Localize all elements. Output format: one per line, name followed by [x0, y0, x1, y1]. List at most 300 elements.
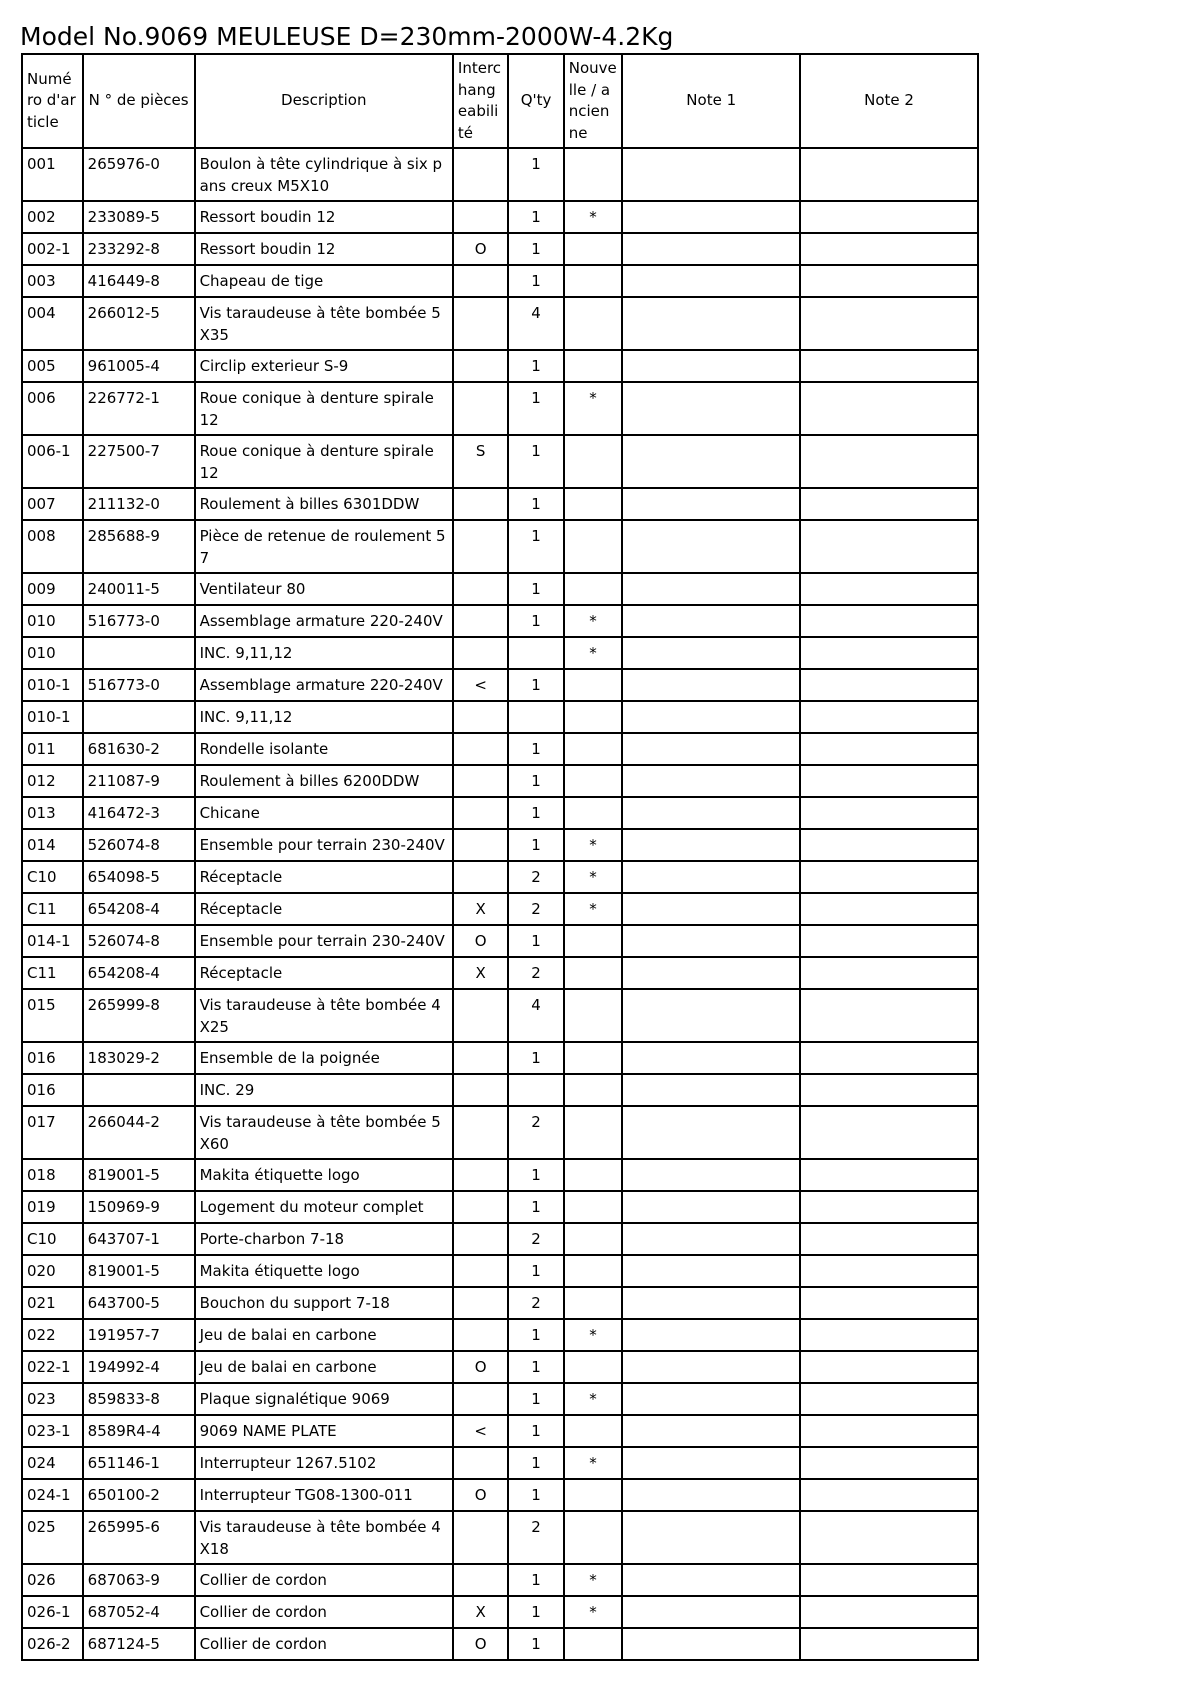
- interchangeability-cell: O: [453, 925, 508, 957]
- note-2-cell: [800, 265, 978, 297]
- table-row: [22, 829, 978, 861]
- note-1-cell: [622, 1191, 800, 1223]
- item-number-cell: 004: [22, 297, 83, 350]
- description-cell: Boulon à tête cylindrique à six pans creux M5X10: [195, 148, 453, 201]
- description-cell: Logement du moteur complet: [195, 1191, 453, 1223]
- note-2-cell: [800, 1287, 978, 1319]
- quantity-cell: 1: [508, 1159, 563, 1191]
- new-old-cell: [564, 1351, 623, 1383]
- part-number-cell: 650100-2: [83, 1479, 195, 1511]
- quantity-cell: 4: [508, 297, 563, 350]
- interchangeability-cell: [453, 605, 508, 637]
- interchangeability-cell: [453, 989, 508, 1042]
- note-2-cell: [800, 637, 978, 669]
- note-2-cell: [800, 1074, 978, 1106]
- new-old-cell: [564, 573, 623, 605]
- note-2-cell: [800, 488, 978, 520]
- new-old-cell: [564, 233, 623, 265]
- note-1-cell: [622, 201, 800, 233]
- part-number-cell: 859833-8: [83, 1383, 195, 1415]
- table-row: [22, 1074, 978, 1106]
- new-old-cell: [564, 1042, 623, 1074]
- note-2-cell: [800, 573, 978, 605]
- note-2-cell: [800, 1106, 978, 1159]
- quantity-cell: 1: [508, 1628, 563, 1660]
- note-1-cell: [622, 1511, 800, 1564]
- description-cell: Porte-charbon 7-18: [195, 1223, 453, 1255]
- note-2-cell: [800, 1383, 978, 1415]
- table-row: [22, 797, 978, 829]
- interchangeability-cell: [453, 829, 508, 861]
- new-old-cell: [564, 1223, 623, 1255]
- note-2-cell: [800, 957, 978, 989]
- part-number-cell: 285688-9: [83, 520, 195, 573]
- parts-table: [21, 53, 979, 1661]
- description-cell: Assemblage armature 220-240V: [195, 669, 453, 701]
- note-1-cell: [622, 1042, 800, 1074]
- interchangeability-cell: [453, 1511, 508, 1564]
- quantity-cell: 2: [508, 1106, 563, 1159]
- item-number-cell: 006: [22, 382, 83, 435]
- new-old-cell: [564, 1255, 623, 1287]
- note-2-cell: [800, 382, 978, 435]
- part-number-cell: 265976-0: [83, 148, 195, 201]
- quantity-cell: 1: [508, 1447, 563, 1479]
- item-number-cell: 008: [22, 520, 83, 573]
- new-old-cell: [564, 1628, 623, 1660]
- interchangeability-cell: [453, 350, 508, 382]
- quantity-cell: 1: [508, 265, 563, 297]
- table-row: [22, 1479, 978, 1511]
- interchangeability-cell: [453, 701, 508, 733]
- header-item-number: Numéro d'article: [22, 54, 83, 148]
- note-1-cell: [622, 265, 800, 297]
- part-number-cell: 266012-5: [83, 297, 195, 350]
- item-number-cell: 010-1: [22, 701, 83, 733]
- interchangeability-cell: [453, 148, 508, 201]
- table-row: [22, 435, 978, 488]
- table-row: [22, 488, 978, 520]
- new-old-cell: *: [564, 1564, 623, 1596]
- note-2-cell: [800, 1511, 978, 1564]
- part-number-cell: 961005-4: [83, 350, 195, 382]
- interchangeability-cell: <: [453, 669, 508, 701]
- quantity-cell: 1: [508, 1319, 563, 1351]
- new-old-cell: [564, 989, 623, 1042]
- part-number-cell: 819001-5: [83, 1255, 195, 1287]
- header-row: [22, 54, 978, 148]
- note-1-cell: [622, 605, 800, 637]
- new-old-cell: [564, 733, 623, 765]
- item-number-cell: 005: [22, 350, 83, 382]
- description-cell: Roue conique à denture spirale 12: [195, 435, 453, 488]
- quantity-cell: 2: [508, 1287, 563, 1319]
- table-row: [22, 520, 978, 573]
- note-1-cell: [622, 669, 800, 701]
- item-number-cell: 010: [22, 605, 83, 637]
- description-cell: Ensemble pour terrain 230-240V: [195, 925, 453, 957]
- interchangeability-cell: [453, 1159, 508, 1191]
- note-2-cell: [800, 669, 978, 701]
- quantity-cell: 2: [508, 957, 563, 989]
- description-cell: Rondelle isolante: [195, 733, 453, 765]
- interchangeability-cell: [453, 1042, 508, 1074]
- description-cell: Vis taraudeuse à tête bombée 5X35: [195, 297, 453, 350]
- quantity-cell: [508, 637, 563, 669]
- table-row: [22, 957, 978, 989]
- quantity-cell: 1: [508, 1479, 563, 1511]
- note-2-cell: [800, 233, 978, 265]
- new-old-cell: [564, 297, 623, 350]
- item-number-cell: 024-1: [22, 1479, 83, 1511]
- new-old-cell: *: [564, 1383, 623, 1415]
- interchangeability-cell: [453, 1287, 508, 1319]
- table-row: [22, 637, 978, 669]
- description-cell: Bouchon du support 7-18: [195, 1287, 453, 1319]
- part-number-cell: [83, 637, 195, 669]
- description-cell: Ensemble pour terrain 230-240V: [195, 829, 453, 861]
- new-old-cell: [564, 1191, 623, 1223]
- quantity-cell: 1: [508, 669, 563, 701]
- description-cell: Circlip exterieur S-9: [195, 350, 453, 382]
- new-old-cell: [564, 765, 623, 797]
- header-note-1: Note 1: [622, 54, 800, 148]
- note-2-cell: [800, 893, 978, 925]
- note-1-cell: [622, 893, 800, 925]
- quantity-cell: 1: [508, 201, 563, 233]
- note-2-cell: [800, 1351, 978, 1383]
- new-old-cell: *: [564, 201, 623, 233]
- description-cell: Pièce de retenue de roulement 57: [195, 520, 453, 573]
- table-row: [22, 1287, 978, 1319]
- item-number-cell: 026-1: [22, 1596, 83, 1628]
- part-number-cell: 233292-8: [83, 233, 195, 265]
- part-number-cell: 654208-4: [83, 957, 195, 989]
- new-old-cell: [564, 520, 623, 573]
- new-old-cell: *: [564, 893, 623, 925]
- quantity-cell: 1: [508, 148, 563, 201]
- table-row: [22, 1383, 978, 1415]
- interchangeability-cell: [453, 1106, 508, 1159]
- part-number-cell: 681630-2: [83, 733, 195, 765]
- table-row: [22, 1628, 978, 1660]
- note-2-cell: [800, 861, 978, 893]
- interchangeability-cell: [453, 573, 508, 605]
- interchangeability-cell: [453, 1383, 508, 1415]
- quantity-cell: 1: [508, 233, 563, 265]
- new-old-cell: [564, 1074, 623, 1106]
- item-number-cell: 010: [22, 637, 83, 669]
- new-old-cell: [564, 1287, 623, 1319]
- part-number-cell: 233089-5: [83, 201, 195, 233]
- quantity-cell: 1: [508, 1596, 563, 1628]
- description-cell: Collier de cordon: [195, 1564, 453, 1596]
- description-cell: Roue conique à denture spirale 12: [195, 382, 453, 435]
- quantity-cell: 1: [508, 1564, 563, 1596]
- page-title: Model No.9069 MEULEUSE D=230mm-2000W-4.2Kg: [20, 22, 674, 51]
- new-old-cell: [564, 1415, 623, 1447]
- item-number-cell: 021: [22, 1287, 83, 1319]
- interchangeability-cell: [453, 201, 508, 233]
- new-old-cell: [564, 1479, 623, 1511]
- note-1-cell: [622, 350, 800, 382]
- description-cell: Jeu de balai en carbone: [195, 1319, 453, 1351]
- description-cell: Assemblage armature 220-240V: [195, 605, 453, 637]
- part-number-cell: 265995-6: [83, 1511, 195, 1564]
- header-interchangeability: Interchangeabilité: [453, 54, 508, 148]
- table-row: [22, 1351, 978, 1383]
- item-number-cell: 024: [22, 1447, 83, 1479]
- note-1-cell: [622, 1159, 800, 1191]
- note-2-cell: [800, 1191, 978, 1223]
- new-old-cell: [564, 1511, 623, 1564]
- part-number-cell: 687063-9: [83, 1564, 195, 1596]
- table-row: [22, 233, 978, 265]
- note-2-cell: [800, 1319, 978, 1351]
- item-number-cell: 016: [22, 1042, 83, 1074]
- interchangeability-cell: X: [453, 1596, 508, 1628]
- table-row: [22, 1511, 978, 1564]
- item-number-cell: 026-2: [22, 1628, 83, 1660]
- header-description: Description: [195, 54, 453, 148]
- note-1-cell: [622, 435, 800, 488]
- description-cell: Ensemble de la poignée: [195, 1042, 453, 1074]
- part-number-cell: 265999-8: [83, 989, 195, 1042]
- note-2-cell: [800, 829, 978, 861]
- interchangeability-cell: [453, 382, 508, 435]
- new-old-cell: [564, 1106, 623, 1159]
- new-old-cell: *: [564, 637, 623, 669]
- description-cell: Makita étiquette logo: [195, 1159, 453, 1191]
- description-cell: Roulement à billes 6200DDW: [195, 765, 453, 797]
- new-old-cell: [564, 925, 623, 957]
- table-row: [22, 733, 978, 765]
- note-2-cell: [800, 1596, 978, 1628]
- item-number-cell: C10: [22, 861, 83, 893]
- note-2-cell: [800, 989, 978, 1042]
- table-row: [22, 573, 978, 605]
- item-number-cell: 010-1: [22, 669, 83, 701]
- note-1-cell: [622, 1074, 800, 1106]
- item-number-cell: 018: [22, 1159, 83, 1191]
- interchangeability-cell: [453, 1319, 508, 1351]
- quantity-cell: 1: [508, 488, 563, 520]
- table-row: [22, 893, 978, 925]
- note-2-cell: [800, 1447, 978, 1479]
- description-cell: Roulement à billes 6301DDW: [195, 488, 453, 520]
- new-old-cell: *: [564, 605, 623, 637]
- item-number-cell: 014-1: [22, 925, 83, 957]
- interchangeability-cell: [453, 520, 508, 573]
- quantity-cell: 1: [508, 1383, 563, 1415]
- new-old-cell: *: [564, 1319, 623, 1351]
- part-number-cell: 654208-4: [83, 893, 195, 925]
- interchangeability-cell: [453, 1564, 508, 1596]
- note-2-cell: [800, 148, 978, 201]
- note-2-cell: [800, 201, 978, 233]
- note-1-cell: [622, 297, 800, 350]
- item-number-cell: 026: [22, 1564, 83, 1596]
- description-cell: Vis taraudeuse à tête bombée 4X25: [195, 989, 453, 1042]
- interchangeability-cell: [453, 1255, 508, 1287]
- part-number-cell: 516773-0: [83, 669, 195, 701]
- part-number-cell: 416472-3: [83, 797, 195, 829]
- interchangeability-cell: X: [453, 957, 508, 989]
- quantity-cell: 1: [508, 829, 563, 861]
- note-2-cell: [800, 701, 978, 733]
- description-cell: Plaque signalétique 9069: [195, 1383, 453, 1415]
- item-number-cell: 013: [22, 797, 83, 829]
- item-number-cell: 011: [22, 733, 83, 765]
- table-row: [22, 989, 978, 1042]
- note-1-cell: [622, 733, 800, 765]
- quantity-cell: 1: [508, 765, 563, 797]
- note-1-cell: [622, 1351, 800, 1383]
- table-row: [22, 1447, 978, 1479]
- new-old-cell: *: [564, 861, 623, 893]
- note-2-cell: [800, 605, 978, 637]
- note-1-cell: [622, 1106, 800, 1159]
- interchangeability-cell: [453, 297, 508, 350]
- part-number-cell: 240011-5: [83, 573, 195, 605]
- quantity-cell: [508, 1074, 563, 1106]
- item-number-cell: 025: [22, 1511, 83, 1564]
- note-1-cell: [622, 861, 800, 893]
- table-row: [22, 1159, 978, 1191]
- item-number-cell: 022-1: [22, 1351, 83, 1383]
- part-number-cell: 526074-8: [83, 925, 195, 957]
- note-1-cell: [622, 1479, 800, 1511]
- description-cell: Ressort boudin 12: [195, 201, 453, 233]
- new-old-cell: *: [564, 1447, 623, 1479]
- item-number-cell: 002: [22, 201, 83, 233]
- quantity-cell: 2: [508, 893, 563, 925]
- quantity-cell: 1: [508, 733, 563, 765]
- table-row: [22, 297, 978, 350]
- header-quantity: Q'ty: [508, 54, 563, 148]
- note-1-cell: [622, 382, 800, 435]
- description-cell: Collier de cordon: [195, 1628, 453, 1660]
- table-row: [22, 1596, 978, 1628]
- table-row: [22, 382, 978, 435]
- part-number-cell: 211087-9: [83, 765, 195, 797]
- quantity-cell: 1: [508, 925, 563, 957]
- table-row: [22, 925, 978, 957]
- description-cell: Jeu de balai en carbone: [195, 1351, 453, 1383]
- table-row: [22, 265, 978, 297]
- parts-table-body: [22, 148, 978, 1660]
- item-number-cell: 003: [22, 265, 83, 297]
- quantity-cell: 1: [508, 797, 563, 829]
- quantity-cell: 2: [508, 1223, 563, 1255]
- interchangeability-cell: O: [453, 1351, 508, 1383]
- part-number-cell: [83, 701, 195, 733]
- note-1-cell: [622, 1447, 800, 1479]
- interchangeability-cell: [453, 1223, 508, 1255]
- new-old-cell: [564, 957, 623, 989]
- note-2-cell: [800, 1564, 978, 1596]
- description-cell: INC. 29: [195, 1074, 453, 1106]
- table-row: [22, 350, 978, 382]
- description-cell: INC. 9,11,12: [195, 701, 453, 733]
- description-cell: Vis taraudeuse à tête bombée 4X18: [195, 1511, 453, 1564]
- header-new-old: Nouvelle / ancienne: [564, 54, 623, 148]
- interchangeability-cell: [453, 1447, 508, 1479]
- note-2-cell: [800, 1415, 978, 1447]
- quantity-cell: 1: [508, 605, 563, 637]
- interchangeability-cell: S: [453, 435, 508, 488]
- part-number-cell: 516773-0: [83, 605, 195, 637]
- interchangeability-cell: [453, 861, 508, 893]
- part-number-cell: 211132-0: [83, 488, 195, 520]
- description-cell: Collier de cordon: [195, 1596, 453, 1628]
- interchangeability-cell: [453, 637, 508, 669]
- item-number-cell: 001: [22, 148, 83, 201]
- interchangeability-cell: O: [453, 1479, 508, 1511]
- note-1-cell: [622, 520, 800, 573]
- interchangeability-cell: [453, 765, 508, 797]
- description-cell: Ressort boudin 12: [195, 233, 453, 265]
- item-number-cell: 023: [22, 1383, 83, 1415]
- new-old-cell: [564, 350, 623, 382]
- new-old-cell: [564, 488, 623, 520]
- quantity-cell: 1: [508, 435, 563, 488]
- header-note-2: Note 2: [800, 54, 978, 148]
- note-1-cell: [622, 829, 800, 861]
- note-1-cell: [622, 765, 800, 797]
- new-old-cell: *: [564, 1596, 623, 1628]
- part-number-cell: 643707-1: [83, 1223, 195, 1255]
- quantity-cell: 1: [508, 1351, 563, 1383]
- item-number-cell: 023-1: [22, 1415, 83, 1447]
- table-row: [22, 148, 978, 201]
- item-number-cell: 012: [22, 765, 83, 797]
- note-1-cell: [622, 1383, 800, 1415]
- note-1-cell: [622, 797, 800, 829]
- quantity-cell: 1: [508, 382, 563, 435]
- note-1-cell: [622, 1319, 800, 1351]
- quantity-cell: 4: [508, 989, 563, 1042]
- interchangeability-cell: [453, 488, 508, 520]
- new-old-cell: [564, 701, 623, 733]
- item-number-cell: 020: [22, 1255, 83, 1287]
- quantity-cell: 1: [508, 1042, 563, 1074]
- item-number-cell: 017: [22, 1106, 83, 1159]
- part-number-cell: [83, 1074, 195, 1106]
- description-cell: Interrupteur 1267.5102: [195, 1447, 453, 1479]
- note-2-cell: [800, 350, 978, 382]
- quantity-cell: 1: [508, 1415, 563, 1447]
- description-cell: Chicane: [195, 797, 453, 829]
- interchangeability-cell: O: [453, 233, 508, 265]
- new-old-cell: [564, 265, 623, 297]
- quantity-cell: 2: [508, 1511, 563, 1564]
- interchangeability-cell: [453, 733, 508, 765]
- description-cell: Réceptacle: [195, 861, 453, 893]
- description-cell: Chapeau de tige: [195, 265, 453, 297]
- note-1-cell: [622, 637, 800, 669]
- note-1-cell: [622, 957, 800, 989]
- note-1-cell: [622, 573, 800, 605]
- part-number-cell: 150969-9: [83, 1191, 195, 1223]
- table-row: [22, 1255, 978, 1287]
- note-2-cell: [800, 797, 978, 829]
- new-old-cell: [564, 669, 623, 701]
- description-cell: Makita étiquette logo: [195, 1255, 453, 1287]
- note-1-cell: [622, 1223, 800, 1255]
- note-1-cell: [622, 989, 800, 1042]
- description-cell: Ventilateur 80: [195, 573, 453, 605]
